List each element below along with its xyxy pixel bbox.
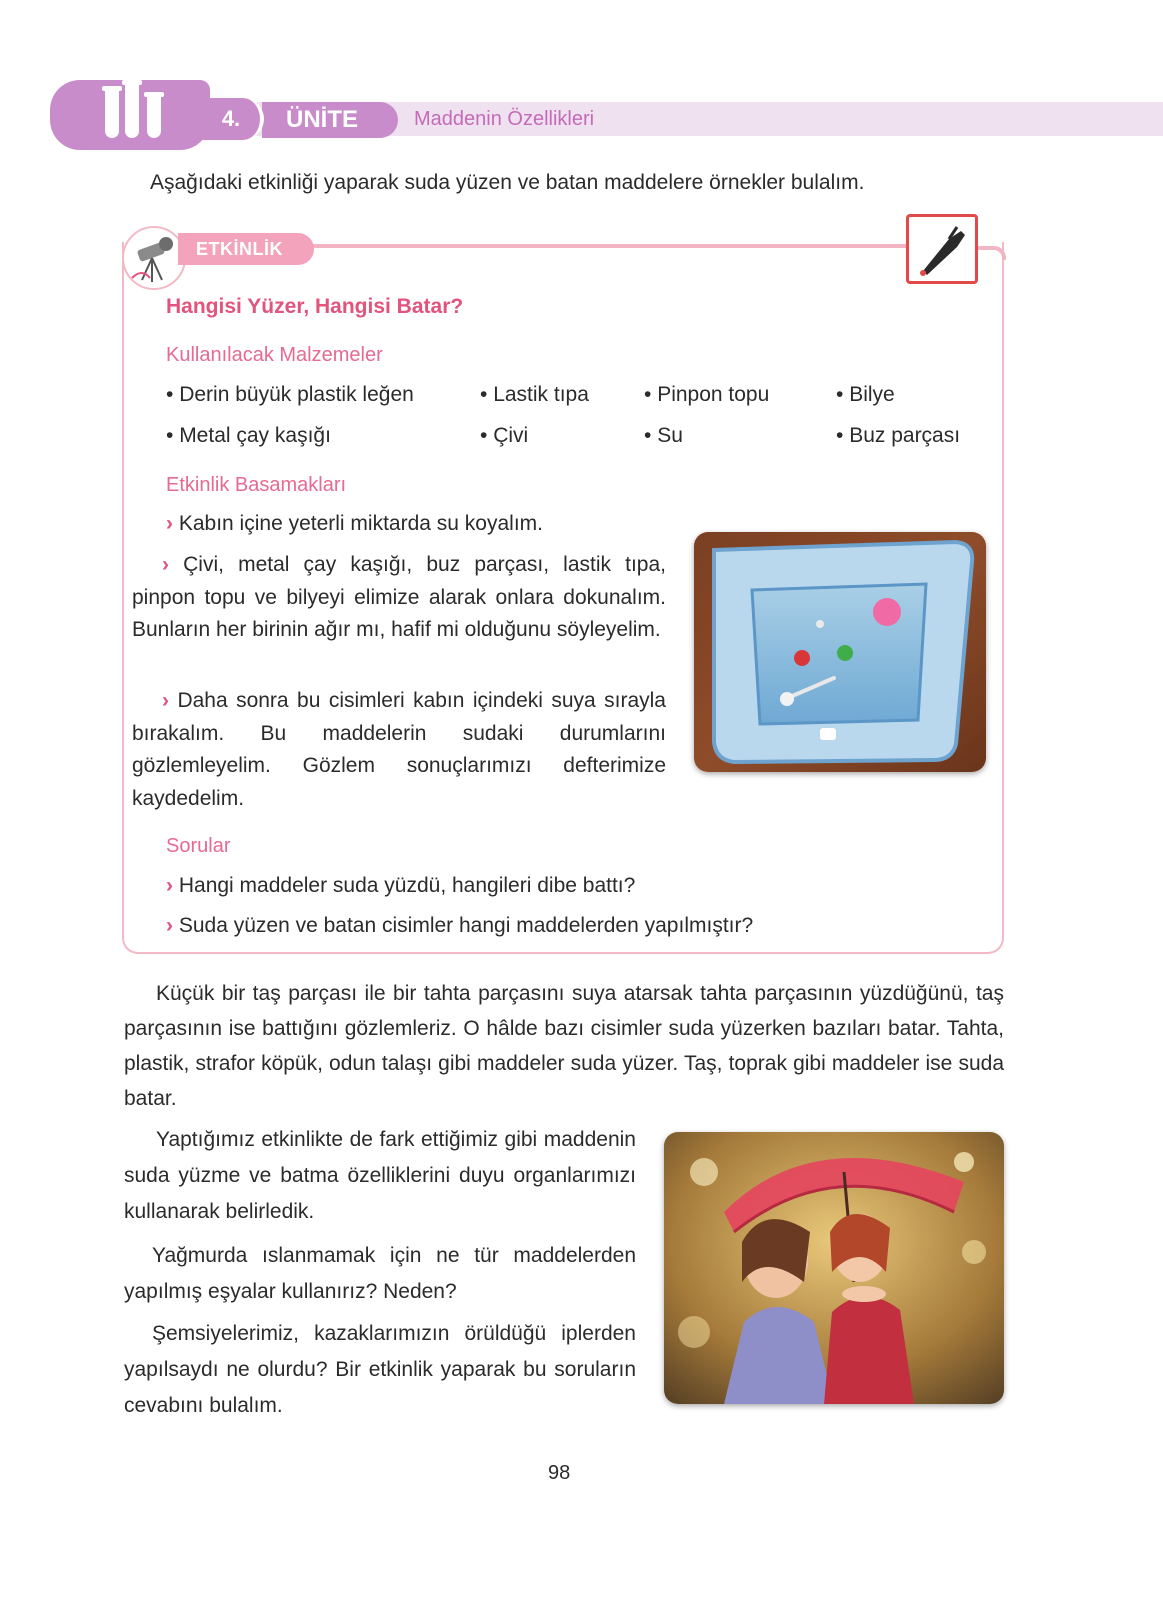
material-item: • Çivi <box>480 424 529 447</box>
question-item: › Suda yüzen ve batan cisimler hangi maddelerden yapılmıştır? <box>166 914 754 937</box>
paragraph-3: Yağmurda ıslanmamak için ne tür maddelerden yapılmış eşyalar kullanırız? Neden? <box>124 1244 636 1303</box>
material-item: • Buz parçası <box>836 424 961 447</box>
material-item: • Derin büyük plastik leğen <box>166 383 414 406</box>
activity-badge: ETKİNLİK <box>178 233 314 265</box>
step-item: › Daha sonra bu cisimleri kabın içindeki suya sırayla bırakalım. Bu maddelerin sudaki durumlarını gözlemleyelim. Gözlem sonuçlarımızı defterimize kaydedelim. <box>132 689 666 810</box>
unit-header <box>50 76 1130 152</box>
material-item: • Lastik tıpa <box>480 383 589 406</box>
step-item: › Çivi, metal çay kaşığı, buz parçası, lastik tıpa, pinpon topu ve bilyeyi elimize alarak onlara dokunalım. Bunların her birinin ağır mı, hafif mi olduğunu söyleyelim. <box>132 553 666 641</box>
materials-title: Kullanılacak Malzemeler <box>166 344 383 366</box>
material-item: • Bilye <box>836 383 895 406</box>
page-number: 98 <box>548 1462 571 1484</box>
question-item: › Hangi maddeler suda yüzdü, hangileri dibe battı? <box>166 874 636 897</box>
step-item: › Kabın içine yeterli miktarda su koyalım. <box>166 512 543 535</box>
questions-title: Sorular <box>166 835 231 857</box>
steps-title: Etkinlik Basamakları <box>166 474 347 496</box>
paragraph-2: Yaptığımız etkinlikte de fark ettiğimiz gibi maddenin suda yüzme ve batma özelliklerini duyu organlarımızı kullanarak belirledik. <box>124 1128 636 1223</box>
intro-text: Aşağıdaki etkinliği yaparak suda yüzen ve batan maddelere örnekler bulalım. <box>150 171 865 194</box>
paragraph-1: Küçük bir taş parçası ile bir tahta parçasını suya atarsak tahta parçasının yüzdüğünü, taş parçasının ise battığını gözlemleriz. O hâlde bazı cisimler suda yüzerken bazıları batar. Tahta, plastik, strafor köpük, odun talaşı gibi maddeler suda yüzer. Taş, toprak gibi maddeler ise suda batar. <box>124 982 1004 1110</box>
telescope-icon <box>122 226 186 290</box>
umbrella-photo <box>664 1132 1004 1404</box>
material-item: • Pinpon topu <box>644 383 770 406</box>
unit-number: 4. <box>202 98 264 140</box>
test-tubes-icon <box>50 80 210 150</box>
activity-divider <box>300 244 908 248</box>
paragraph-4: Şemsiyelerimiz, kazaklarımızın örüldüğü iplerden yapılsaydı ne olurdu? Bir etkinlik yaparak bu soruların cevabını bulalım. <box>124 1322 636 1417</box>
pen-icon <box>906 214 978 284</box>
material-item: • Su <box>644 424 683 447</box>
material-item: • Metal çay kaşığı <box>166 424 331 447</box>
unit-label: ÜNİTE <box>262 102 398 138</box>
basin-photo <box>694 532 986 772</box>
unit-title: Maddenin Özellikleri <box>414 108 595 130</box>
activity-title: Hangisi Yüzer, Hangisi Batar? <box>166 295 464 318</box>
